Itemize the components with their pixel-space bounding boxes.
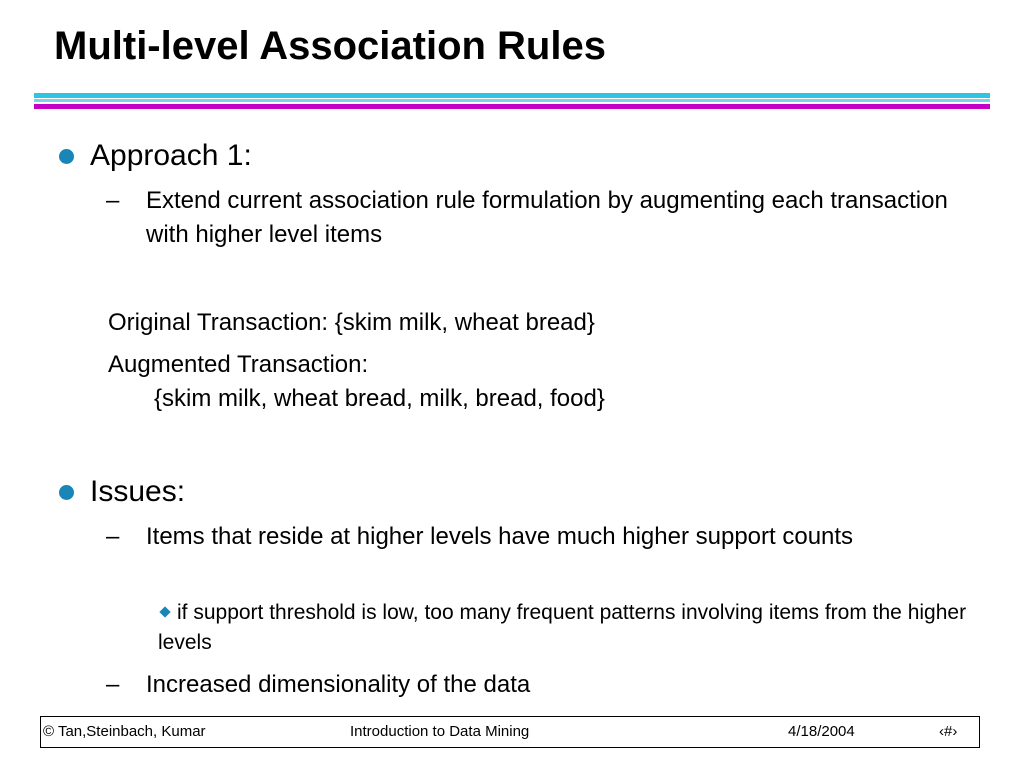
diamond-bullet-icon <box>159 607 170 618</box>
bullet-dot-icon <box>59 485 74 500</box>
title-rule-top <box>34 93 990 98</box>
approach-sub-text: Extend current association rule formulation by augmenting each transaction with higher level items <box>146 187 948 248</box>
title-rule-middle <box>34 99 990 102</box>
footer-date: 4/18/2004 <box>788 723 855 740</box>
bullet-dot-icon <box>59 149 74 164</box>
issues-heading: Issues: <box>90 475 186 508</box>
footer-course: Introduction to Data Mining <box>350 723 530 740</box>
dash-bullet: – <box>106 671 120 698</box>
approach-heading: Approach 1: <box>90 139 252 172</box>
footer-page-number: ‹#› <box>939 723 958 740</box>
footer-copyright: © Tan,Steinbach, Kumar <box>43 723 206 740</box>
dash-bullet: – <box>106 187 120 214</box>
issues-sub1-text: Items that reside at higher levels have much higher support counts <box>146 523 854 550</box>
title-rule-bottom <box>34 104 990 109</box>
original-transaction: Original Transaction: {skim milk, wheat bread} <box>108 309 595 336</box>
issues-sub2-text: Increased dimensionality of the data <box>146 671 531 698</box>
augmented-transaction-label: Augmented Transaction: <box>108 351 369 378</box>
augmented-transaction-items: {skim milk, wheat bread, milk, bread, food} <box>154 385 605 412</box>
dash-bullet: – <box>106 523 120 550</box>
slide-title: Multi-level Association Rules <box>54 24 606 68</box>
slide-footer <box>40 716 980 748</box>
issues-detail-text: if support threshold is low, too many frequent patterns involving items from the higher levels <box>158 601 967 654</box>
issues-detail <box>158 598 978 658</box>
